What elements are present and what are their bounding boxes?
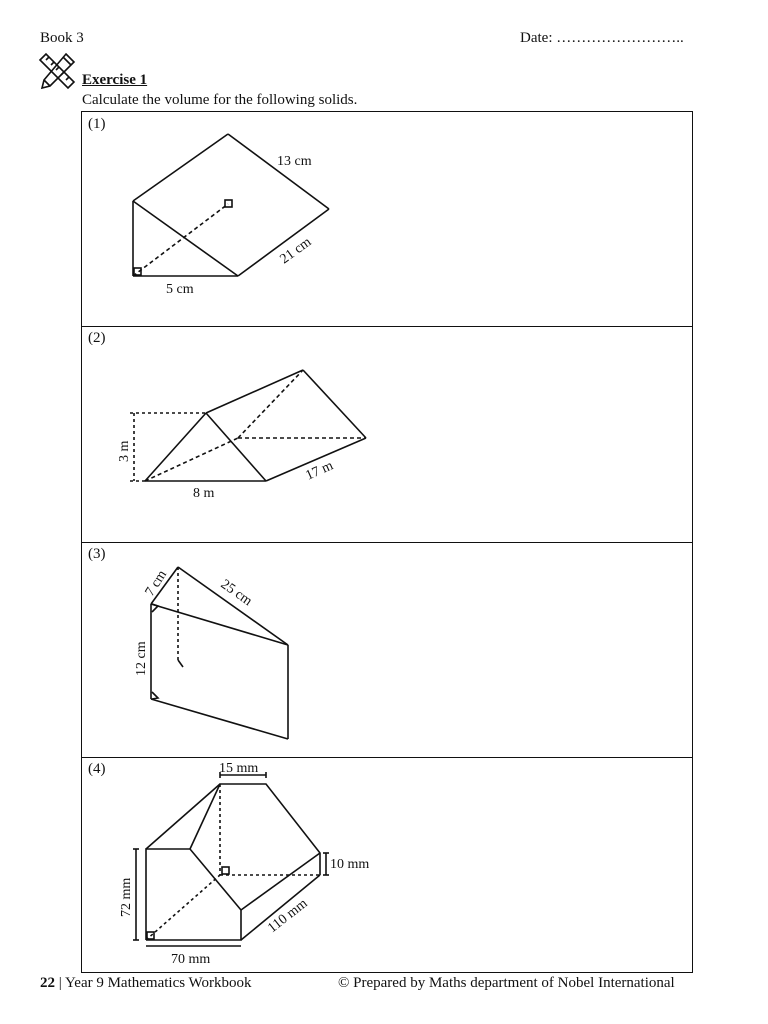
exercise-instruction: Calculate the volume for the following solids. xyxy=(82,92,358,108)
triangular-prism-2-figure xyxy=(82,326,694,543)
question-2-box xyxy=(81,326,693,543)
question-3-box xyxy=(81,542,693,758)
book-title: Year 9 Mathematics Workbook xyxy=(64,975,252,991)
question-number: (3) xyxy=(88,546,106,562)
question-1-box xyxy=(81,111,693,327)
base-label: 70 mm xyxy=(171,952,211,967)
height-label: 72 mm xyxy=(119,877,134,917)
question-4-box xyxy=(81,757,693,973)
footer-separator: | xyxy=(55,975,65,991)
length-label: 21 cm xyxy=(277,234,315,268)
base-label: 8 m xyxy=(193,486,215,501)
slant-label: 25 cm xyxy=(217,576,255,610)
question-number: (1) xyxy=(88,116,106,132)
slant-label: 13 cm xyxy=(277,154,312,169)
book-label: Book 3 xyxy=(40,30,84,46)
question-number: (4) xyxy=(88,761,106,777)
side-label: 10 mm xyxy=(330,857,370,872)
length-label: 110 mm xyxy=(265,896,311,937)
footer-page xyxy=(40,975,252,992)
top-label: 15 mm xyxy=(219,761,259,776)
exercise-title: Exercise 1 xyxy=(82,72,148,88)
date-line: Date: …………………….. xyxy=(520,30,684,46)
footer-credit: © Prepared by Maths department of Nobel International xyxy=(338,975,675,991)
triangular-prism-3-figure xyxy=(82,542,694,758)
triangular-prism-1-figure xyxy=(82,112,694,328)
pentagonal-prism-figure xyxy=(82,757,694,973)
height-label: 12 cm xyxy=(134,641,149,676)
length-label: 17 m xyxy=(303,458,336,484)
page-number: 22 xyxy=(40,975,55,991)
height-label: 3 m xyxy=(117,440,132,462)
question-number: (2) xyxy=(88,330,106,346)
ruler-pencil-icon xyxy=(36,50,78,92)
base-label: 5 cm xyxy=(166,282,194,297)
top-label: 7 cm xyxy=(142,567,171,600)
